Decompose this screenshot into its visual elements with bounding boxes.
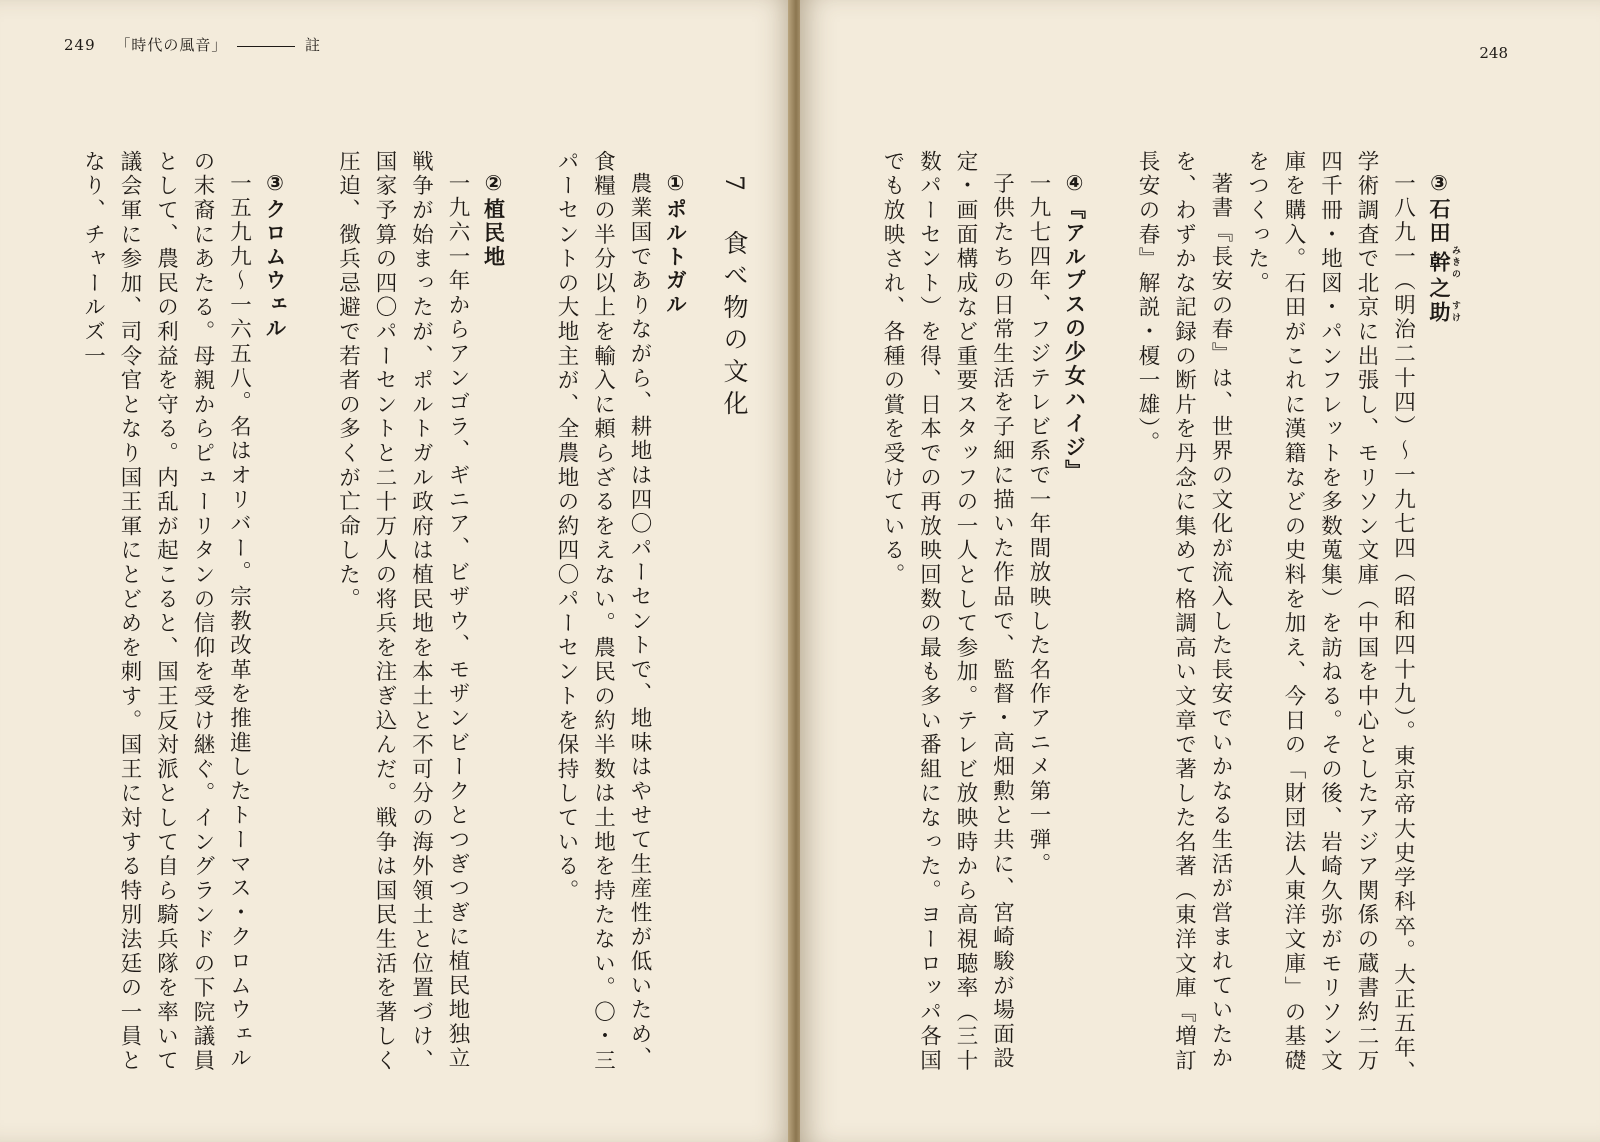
- note-text-ishida-2: 著書『長安の春』は、世界の文化が流入した長安でいかなる生活が営まれていたかを、わずかな記録の断片を丹念に集めて格調高い文章で著した名著（東洋文庫『増訂 長安の春』解説・榎一雄）。: [1135, 150, 1233, 1098]
- section-heading: [716, 150, 753, 1090]
- note-gap: [512, 150, 548, 1090]
- right-text-column: [880, 150, 1460, 1098]
- furigana-suke: すけ: [1450, 300, 1460, 325]
- running-head-label: 註: [305, 36, 322, 54]
- note-text-ishida-1: 一八九一（明治二十四）～一九七四（昭和四十九）。東京帝大史学科卒。大正五年、学術調査で北京に出張し、モリソン文庫（中国を中心としたアジア関係の蔵書約二万四千冊・地図・パンフレットを多数蒐集）を訪ねる。その後、岩崎久弥がモリソン文庫を購入。石田がこれに漢籍などの史料を加え、今日の「財団法人東洋文庫」の基礎をつくった。: [1244, 150, 1416, 1085]
- note-text-colony: 一九六一年からアンゴラ、ギニア、ビザウ、モザンビークとつぎつぎに植民地独立戦争が始まったが、ポルトガル政府は植民地を本土と不可分の海外領土と位置づけ、国家予算の四〇パーセントと二十万人の将兵を注ぎ込んだ。戦争は国民生活を著しく圧迫、徴兵忌避で若者の多くが亡命した。: [335, 150, 470, 1074]
- note-heading-heidi: ④『アルプスの少女ハイジ』: [1062, 171, 1087, 484]
- note-heading-portugal: ①ポルトガル: [663, 171, 688, 317]
- note-text-portugal: 農業国でありながら、耕地は四〇パーセントで、地味はやせて生産性が低いため、食糧の半分以上を輸入に頼らざるをえない。農民の約半数は土地を持たない。〇・三パーセントの大地主が、全農地の約四〇パーセントを保持している。: [554, 150, 652, 1074]
- left-page: [0, 0, 792, 1142]
- running-head-title: 「時代の風音」: [115, 36, 228, 54]
- note-text-heidi-1: 一九七四年、フジテレビ系で一年間放映した名作アニメ第一弾。: [1026, 171, 1051, 877]
- note-heading-cromwell: ③クロムウェル: [263, 171, 287, 341]
- page-number-right: 248: [1479, 44, 1508, 62]
- note-gap: [1093, 150, 1129, 1090]
- page-number-left: 249: [64, 36, 96, 54]
- running-head-rule: [237, 46, 295, 47]
- note-gap: [293, 150, 329, 1090]
- section-number: 7: [720, 175, 749, 198]
- note-heading-colony: ②植民地: [481, 171, 506, 270]
- running-head: [64, 34, 321, 55]
- column-start-gap: [752, 150, 792, 1090]
- note-text-heidi-2: 子供たちの日常生活を子細に描いた作品で、監督・高畑勲と共に、宮崎駿が場面設定・画面構成など重要スタッフの一人として参加。テレビ放映時から高視聴率（三十数パーセント）を得、日本での再放映回数の最も多い番組になった。ヨーロッパ各国でも放映され、各種の賞を受けている。: [880, 150, 1015, 1074]
- furigana-mikino: みきの: [1450, 245, 1460, 281]
- note-heading-ishida: ③石田幹 みきの之助 すけ: [1427, 171, 1460, 325]
- section-title: 食べ物の文化: [720, 229, 749, 422]
- note-text-cromwell: 一五九九～一六五八。名はオリバー。宗教改革を推進したトーマス・クロムウェルの末裔にあたる。母親からピューリタンの信仰を受け継ぐ。イングランドの下院議員として、農民の利益を守る。内乱が起こると、国王反対派として自ら騎兵隊を率いて議会軍に参加、司令官となり国王軍にとどめを刺す。国王に対する特別法廷の一員となり、チャールズ一: [80, 150, 252, 1074]
- section-gap: [694, 150, 716, 1090]
- left-text-column: [36, 150, 792, 1090]
